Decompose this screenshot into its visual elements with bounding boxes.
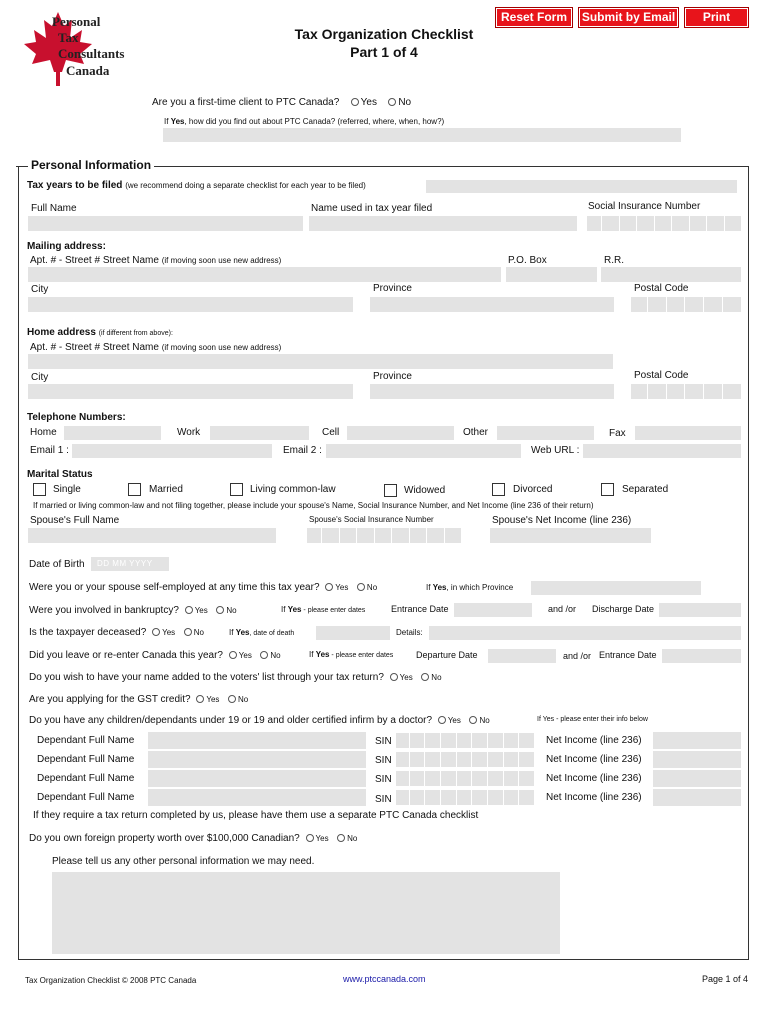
footer-page-number: Page 1 of 4 [702,974,749,984]
deceased-yes-label: Yes [162,628,176,637]
fax-field[interactable] [635,426,741,440]
leave-no-label: No [270,651,281,660]
spouse-name-field[interactable] [28,528,276,543]
details-field[interactable] [429,626,741,640]
departure-field[interactable] [488,649,556,663]
bk-if: If [281,605,286,614]
dependant-name-field[interactable] [148,789,366,806]
other-phone-field[interactable] [497,426,594,440]
spouse-note: If married or living common-law and not filing together, please include your spouse's Name, Social Insurance Number, and Net Income (line 236 of their return) [33,501,594,510]
bk-entrance-label: Entrance Date [391,604,449,614]
home-phone-label: Home [30,427,57,438]
mailing-address-label: Mailing address: [27,241,106,252]
mailing-province-field[interactable] [370,297,614,312]
other-info-label: Please tell us any other personal information we may need. [52,856,315,867]
email2-label: Email 2 : [283,445,322,456]
self-employed-no-label: No [366,583,378,592]
dependant-income-label: Net Income (line 236) [546,735,642,746]
dob-label: Date of Birth [29,559,85,570]
children-row [29,715,490,726]
spouse-sin-label: Spouse's Social Insurance Number [309,515,434,524]
foreign-yes-label: Yes [315,834,329,843]
self-employed-yes-label: Yes [335,583,349,592]
dependant-note: If they require a tax return completed by us, please have them use a separate PTC Canada checklist [33,810,479,821]
leave-yes-radio[interactable] [229,651,237,659]
leave-entrance-field[interactable] [662,649,741,663]
dependant-name-label: Dependant Full Name [37,754,135,765]
logo-line3: Consultants [58,46,125,61]
leave-no-radio[interactable] [260,651,268,659]
email1-label: Email 1 : [30,445,69,456]
tax-years-note: (we recommend doing a separate checklist for each year to be filed) [125,181,366,190]
bk-and-or: and /or [548,604,577,614]
rr-field[interactable] [601,267,741,282]
dependant-name-label: Dependant Full Name [37,792,135,803]
dependant-name-field[interactable] [148,770,366,787]
married-label: Married [149,484,183,495]
po-box-label: P.O. Box [508,255,547,266]
foreign-no-radio[interactable] [337,834,345,842]
voters-no-radio[interactable] [421,673,429,681]
leave-entrance-label: Entrance Date [599,650,657,660]
full-name-field[interactable] [28,216,303,231]
leave-and-or: and /or [563,651,592,661]
dependant-sin-field[interactable] [396,752,534,767]
name-in-year-label: Name used in tax year filed [311,203,433,214]
email1-field[interactable] [72,444,272,458]
first-time-no-radio[interactable] [388,98,396,106]
home-postal-label: Postal Code [634,370,689,381]
name-in-year-field[interactable] [309,216,577,231]
gst-row [29,694,248,705]
referral-yes: Yes [170,117,185,126]
mailing-street-label [30,255,281,266]
referral-if: If [164,117,169,126]
home-city-label: City [31,372,49,383]
foreign-no-label: No [347,834,358,843]
first-time-question [152,97,411,108]
mailing-province-label: Province [373,283,412,294]
deceased-if-label [229,628,294,637]
referral-field[interactable] [163,128,681,142]
dec-date-text: , date of death [249,630,295,637]
self-employed-province-field[interactable] [531,581,701,595]
dec-yes: Yes [235,628,250,637]
home-street-field[interactable] [28,354,613,369]
se-if: If [426,583,431,592]
email2-field[interactable] [326,444,521,458]
home-moving-note: (if moving soon use new address) [161,343,282,352]
footer-website-link[interactable]: www.ptccanada.com [343,974,426,984]
logo-line1: Personal [52,14,101,29]
cell-phone-label: Cell [322,427,340,438]
common-law-label: Living common-law [250,484,336,495]
children-yes-label: Yes [447,716,461,725]
no-label: No [398,97,412,108]
home-phone-field[interactable] [64,426,161,440]
bk-entrance-field[interactable] [454,603,532,617]
voters-yes-radio[interactable] [390,673,398,681]
dependant-sin-field[interactable] [396,771,534,786]
leave-yes-label: Yes [238,651,252,660]
other-phone-label: Other [463,427,489,438]
dependant-income-field[interactable] [653,789,741,806]
lv-if: If [309,650,314,659]
self-employed-question: Were you or your spouse self-employed at any time this tax year? [29,582,320,593]
divorced-label: Divorced [513,484,553,495]
work-phone-label: Work [177,427,201,438]
referral-question [164,117,444,126]
mailing-city-label: City [31,284,49,295]
bankruptcy-if-label [281,605,365,614]
po-box-field[interactable] [506,267,597,282]
gst-yes-radio[interactable] [196,695,204,703]
children-if-label: If Yes - please enter their info below [537,716,648,723]
dependant-name-label: Dependant Full Name [37,735,135,746]
home-street-label [30,342,281,353]
bankruptcy-yes-label: Yes [194,606,208,615]
bk-yes: Yes [287,605,302,614]
dependant-sin-label: SIN [375,736,392,747]
dependant-name-field[interactable] [148,751,366,768]
se-yes: Yes [432,583,447,592]
home-province-field[interactable] [370,384,614,399]
bankruptcy-question: Were you involved in bankruptcy? [29,605,179,616]
single-label: Single [53,484,81,495]
divorced-checkbox[interactable] [492,483,505,496]
rr-label: R.R. [604,255,624,266]
logo-line2: Tax [58,30,79,45]
mailing-street-field[interactable] [28,267,501,282]
referral-rest: , how did you find out about PTC Canada? (referred, where, when, how?) [184,117,445,126]
other-info-textarea[interactable] [52,872,560,954]
page-subtitle: Part 1 of 4 [350,44,418,60]
bankruptcy-no-radio[interactable] [216,606,224,614]
self-employed-yes-radio[interactable] [325,583,333,591]
deceased-row [29,627,204,638]
lv-yes: Yes [315,650,330,659]
mailing-city-field[interactable] [28,297,353,312]
mailing-moving-note: (if moving soon use new address) [161,256,282,265]
dependant-income-field[interactable] [653,751,741,768]
tax-years-label: Tax years to be filed [27,180,123,191]
children-no-radio[interactable] [469,716,477,724]
telephone-label: Telephone Numbers: [27,412,126,423]
page-title: Tax Organization Checklist [294,26,474,42]
spouse-income-label: Spouse's Net Income (line 236) [492,515,632,526]
spouse-income-field[interactable] [490,528,651,543]
dependant-sin-field[interactable] [396,790,534,805]
self-employed-row [29,582,377,593]
tax-years-row [27,180,366,191]
foreign-question: Do you own foreign property worth over $100,000 Canadian? [29,833,300,844]
foreign-yes-radio[interactable] [306,834,314,842]
foreign-property-row [29,833,357,844]
self-employed-no-radio[interactable] [357,583,365,591]
dependant-sin-label: SIN [375,755,392,766]
tax-years-field[interactable] [426,180,737,193]
bankruptcy-no-label: No [226,606,237,615]
sin-field[interactable] [587,216,741,231]
dec-if: If [229,628,234,637]
home-address-label: Home address [27,327,96,338]
submit-by-email-button[interactable]: Submit by Email [578,7,679,28]
logo-line4: Canada [66,63,110,78]
mailing-postal-field[interactable] [631,297,741,312]
lv-dates-text: - please enter dates [329,652,394,659]
yes-label: Yes [360,97,377,108]
bk-discharge-field[interactable] [659,603,741,617]
bk-discharge-label: Discharge Date [592,604,655,614]
common-law-checkbox[interactable] [230,483,243,496]
widowed-label: Widowed [404,485,446,496]
deceased-question: Is the taxpayer deceased? [29,627,147,638]
dependant-sin-label: SIN [375,794,392,805]
home-address-row [27,327,173,338]
details-label: Details: [396,628,423,637]
marital-status-label: Marital Status [27,469,93,480]
home-postal-field[interactable] [631,384,741,399]
fax-label: Fax [609,428,626,439]
voters-row [29,672,442,683]
leave-question: Did you leave or re-enter Canada this year? [29,650,223,661]
voters-no-label: No [431,673,442,682]
home-province-label: Province [373,371,412,382]
leave-if-label [309,650,393,659]
bankruptcy-row [29,605,237,616]
widowed-checkbox[interactable] [384,484,397,497]
print-button[interactable]: Print [684,7,749,28]
children-question: Do you have any children/dependants under 19 or 19 and older certified infirm by a doctor? [29,715,433,726]
se-province-text: , in which Province [446,583,514,592]
web-url-label: Web URL : [531,445,580,456]
dependant-income-label: Net Income (line 236) [546,773,642,784]
self-employed-province-label [426,583,513,592]
dependant-income-field[interactable] [653,770,741,787]
reset-form-button[interactable]: Reset Form [495,7,573,28]
bankruptcy-yes-radio[interactable] [185,606,193,614]
dependant-income-field[interactable] [653,732,741,749]
home-city-field[interactable] [28,384,353,399]
footer-copyright: Tax Organization Checklist © 2008 PTC Canada [25,976,197,985]
gst-no-label: No [237,695,249,704]
first-time-question-text: Are you a first-time client to PTC Canada? [152,97,340,108]
voters-yes-label: Yes [399,673,413,682]
separated-label: Separated [622,484,669,495]
dependant-name-field[interactable] [148,732,366,749]
web-url-field[interactable] [583,444,741,458]
gst-question: Are you applying for the GST credit? [29,694,191,705]
date-of-death-field[interactable] [316,626,390,640]
voters-question: Do you wish to have your name added to the voters' list through your tax return? [29,672,384,683]
gst-yes-label: Yes [206,695,220,704]
dependant-sin-label: SIN [375,774,392,785]
dependant-income-label: Net Income (line 236) [546,754,642,765]
departure-label: Departure Date [416,650,478,660]
spouse-name-label: Spouse's Full Name [30,515,120,526]
deceased-yes-radio[interactable] [152,628,160,636]
home-address-note: (if different from above): [98,330,173,337]
mailing-apt-street-text: Apt. # - Street # Street Name [30,255,159,266]
deceased-no-label: No [193,628,204,637]
sin-label: Social Insurance Number [588,201,701,212]
mailing-postal-label: Postal Code [634,283,689,294]
gst-no-radio[interactable] [228,695,236,703]
home-apt-street-text: Apt. # - Street # Street Name [30,342,159,353]
dob-field[interactable]: DD MM YYYY [91,557,169,571]
married-checkbox[interactable] [128,483,141,496]
children-no-label: No [479,716,490,725]
spouse-sin-field[interactable] [307,528,461,543]
bk-dates-text: - please enter dates [301,607,366,614]
work-phone-field[interactable] [210,426,309,440]
children-yes-radio[interactable] [438,716,446,724]
deceased-no-radio[interactable] [184,628,192,636]
single-checkbox[interactable] [33,483,46,496]
full-name-label: Full Name [31,203,77,214]
dependant-name-label: Dependant Full Name [37,773,135,784]
leave-canada-row [29,650,281,661]
dependant-income-label: Net Income (line 236) [546,792,642,803]
dependant-sin-field[interactable] [396,733,534,748]
section-title: Personal Information [28,158,154,172]
separated-checkbox[interactable] [601,483,614,496]
cell-phone-field[interactable] [347,426,454,440]
first-time-yes-radio[interactable] [351,98,359,106]
